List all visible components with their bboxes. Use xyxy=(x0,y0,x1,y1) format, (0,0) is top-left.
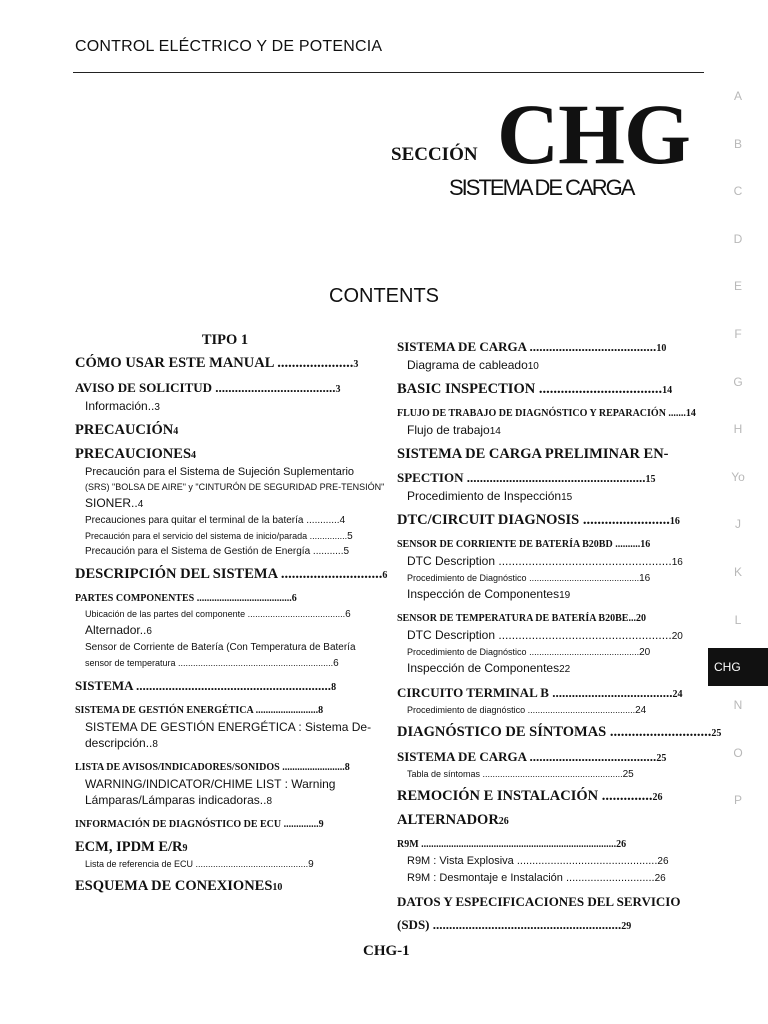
toc-entry-title: SISTEMA DE CARGA ....................................... xyxy=(397,339,657,354)
toc-entry-title: SISTEMA DE GESTIÓN ENERGÉTICA : Sistema De- xyxy=(85,720,372,734)
toc-entry-page: 16 xyxy=(640,539,651,550)
toc-entry[interactable] xyxy=(397,684,697,703)
tab-b[interactable]: B xyxy=(733,136,742,151)
toc-entry[interactable] xyxy=(397,916,697,935)
toc-entry-page: 4 xyxy=(137,499,144,510)
toc-entry-title: SISTEMA DE CARGA PRELIMINAR EN- xyxy=(397,446,669,462)
toc-entry[interactable] xyxy=(397,446,697,463)
toc-entry[interactable] xyxy=(75,480,385,495)
tab-o[interactable]: O xyxy=(733,745,743,760)
toc-entry-page: 10 xyxy=(527,361,539,372)
section-label: SECCIÓN xyxy=(391,144,478,165)
section-tabs xyxy=(708,86,768,838)
toc-entry-title: DTC Description .................................................... xyxy=(407,628,672,642)
toc-entry-title: Lista de referencia de ECU ............................................. xyxy=(85,859,309,869)
toc-entry[interactable] xyxy=(75,355,375,373)
tab-chg[interactable]: CHG xyxy=(708,648,768,686)
toc-entry[interactable] xyxy=(75,398,375,416)
toc-entry[interactable] xyxy=(75,464,375,480)
toc-entry-title: SISTEMA DE GESTIÓN ENERGÉTICA ......................... xyxy=(75,705,319,716)
toc-entry-title: R9M : Vista Explosiva .............................................. xyxy=(407,855,658,867)
toc-entry-title: SIONER.. xyxy=(85,496,138,510)
toc-entry-title: R9M .............................................................................. xyxy=(397,839,617,850)
toc-entry-title: R9M : Desmontaje e Instalación ............................. xyxy=(407,872,655,884)
toc-entry-page: 15 xyxy=(645,474,656,485)
toc-entry[interactable] xyxy=(75,566,388,584)
toc-entry-title: SENSOR DE TEMPERATURA DE BATERÍA B20BE... xyxy=(397,613,636,624)
toc-entry-title: SISTEMA DE CARGA ....................................... xyxy=(397,749,657,764)
toc-entry-title: Procedimiento de diagnóstico ........................................... xyxy=(407,705,636,715)
toc-entry[interactable] xyxy=(397,553,697,571)
toc-entry-title: DATOS Y ESPECIFICACIONES DEL SERVICIO xyxy=(397,894,681,909)
toc-entry-page: 14 xyxy=(662,385,673,396)
section-code: CHG xyxy=(497,86,690,182)
toc-entry-title: Precauciones para quitar el terminal de la batería ............ xyxy=(85,515,340,526)
toc-entry-title: SPECTION ....................................................... xyxy=(397,470,646,485)
toc-entry[interactable] xyxy=(397,724,722,742)
toc-entry-title: BASIC INSPECTION .................................. xyxy=(397,381,663,397)
toc-entry[interactable] xyxy=(75,544,375,560)
toc-entry-title: FLUJO DE TRABAJO DE DIAGNÓSTICO Y REPARACIÓN ....... xyxy=(397,408,686,419)
toc-right-column xyxy=(397,332,722,935)
toc-entry-page: 9 xyxy=(308,859,314,870)
toc-entry-page: 3 xyxy=(335,384,341,395)
toc-entry-page: 26 xyxy=(652,792,663,803)
toc-entry-page: 9 xyxy=(318,819,324,830)
toc-entry[interactable] xyxy=(397,853,697,870)
tab-a[interactable]: A xyxy=(733,89,742,103)
toc-entry-page: 14 xyxy=(685,408,696,419)
tab-d[interactable]: D xyxy=(733,231,743,246)
contents-title: CONTENTS xyxy=(329,285,439,307)
toc-entry-page: 3 xyxy=(154,402,160,413)
toc-entry-page: 16 xyxy=(669,516,680,527)
toc-entry-title: Precaución para el Sistema de Gestión de Energía ........... xyxy=(85,546,344,557)
tab-e[interactable]: E xyxy=(733,279,742,294)
toc-entry[interactable] xyxy=(397,405,697,422)
toc-entry[interactable] xyxy=(75,839,375,857)
toc-entry-page: 16 xyxy=(639,573,651,584)
toc-entry-page: 6 xyxy=(291,593,297,604)
toc-entry-page: 6 xyxy=(333,658,339,669)
toc-entry[interactable] xyxy=(75,622,375,640)
toc-entry[interactable] xyxy=(75,735,375,753)
tab-l[interactable]: L xyxy=(734,612,742,627)
toc-entry-title: SISTEMA ............................................................ xyxy=(75,678,332,693)
toc-entry-page: 3 xyxy=(353,359,359,370)
toc-entry-title: ALTERNADOR xyxy=(397,812,499,828)
tab-f[interactable]: F xyxy=(734,326,742,341)
toc-entry[interactable] xyxy=(75,776,375,792)
toc-entry-page: 24 xyxy=(672,689,683,700)
toc-entry-page: 8 xyxy=(152,739,158,750)
toc-entry-title: REMOCIÓN E INSTALACIÓN .............. xyxy=(397,788,653,804)
toc-entry-page: 6 xyxy=(146,626,152,637)
toc-entry-page: 25 xyxy=(622,769,634,780)
toc-entry[interactable] xyxy=(75,792,375,810)
toc-entry[interactable] xyxy=(75,816,375,833)
toc-entry-title: PRECAUCIÓN xyxy=(75,422,174,438)
section-subtitle: SISTEMA DE CARGA xyxy=(449,175,634,200)
page-number: CHG-1 xyxy=(363,943,410,959)
toc-entry-page: 25 xyxy=(711,728,722,739)
toc-entry-page: 6 xyxy=(345,609,351,620)
toc-entry[interactable] xyxy=(397,788,697,806)
tab-k[interactable]: K xyxy=(733,564,742,579)
toc-entry-title: Procedimiento de Inspección xyxy=(407,489,562,503)
toc-entry-title: descripción.. xyxy=(85,736,153,750)
toc-entry[interactable] xyxy=(397,422,697,440)
toc-entry-page: 8 xyxy=(266,796,272,807)
toc-entry-title: Procedimiento de Diagnóstico ............................................ xyxy=(407,647,640,657)
toc-entry-title: DTC Description .................................................... xyxy=(407,554,672,568)
toc-entry[interactable] xyxy=(397,512,697,530)
toc-entry-page: 8 xyxy=(318,705,324,716)
toc-entry[interactable] xyxy=(75,878,375,896)
toc-entry-title: Flujo de trabajo xyxy=(407,423,490,437)
toc-entry-title: Precaución para el Sistema de Sujeción Suplementario xyxy=(85,466,355,478)
toc-entry[interactable] xyxy=(75,677,375,696)
toc-entry[interactable] xyxy=(75,422,375,440)
header-title: CONTROL ELÉCTRICO Y DE POTENCIA xyxy=(75,38,383,55)
toc-entry[interactable] xyxy=(397,870,697,887)
toc-entry-title: PRECAUCIONES xyxy=(75,446,192,462)
toc-entry[interactable] xyxy=(397,338,697,357)
toc-entry-page: 10 xyxy=(656,343,667,354)
toc-entry-title: Precaución para el servicio del sistema de inicio/parada ............... xyxy=(85,531,348,541)
toc-entry-page: 15 xyxy=(561,492,573,503)
toc-entry[interactable] xyxy=(75,513,375,529)
toc-entry-page: 26 xyxy=(498,816,509,827)
toc-entry-page: 20 xyxy=(671,631,683,642)
toc-entry-title: PARTES COMPONENTES ...................................... xyxy=(75,593,292,604)
tab-n[interactable]: N xyxy=(733,698,743,713)
toc-entry-title: Procedimiento de Diagnóstico ............................................ xyxy=(407,573,640,583)
toc-entry[interactable] xyxy=(75,529,375,544)
toc-entry-page: 9 xyxy=(182,843,188,854)
toc-entry[interactable] xyxy=(397,748,697,767)
toc-entry-page: 26 xyxy=(657,856,669,867)
toc-entry-title: (SDS) .......................................................... xyxy=(397,917,622,932)
toc-entry-page: 4 xyxy=(173,426,179,437)
toc-entry-title: Tabla de síntomas ........................................................ xyxy=(407,769,623,779)
toc-entry-page: 24 xyxy=(635,705,647,716)
toc-entry-page: 8 xyxy=(344,762,350,773)
toc-entry-page: 26 xyxy=(654,873,666,884)
toc-entry-title: DIAGNÓSTICO DE SÍNTOMAS ............................ xyxy=(397,724,712,740)
toc-entry[interactable] xyxy=(75,495,375,513)
toc-entry[interactable] xyxy=(397,645,697,660)
toc-entry-title: Información.. xyxy=(85,399,155,413)
toc-entry[interactable] xyxy=(75,640,375,656)
toc-entry-page: 6 xyxy=(382,570,388,581)
toc-entry-title: Alternador.. xyxy=(85,623,147,637)
toc-entry[interactable] xyxy=(75,656,375,671)
tab-j[interactable]: J xyxy=(735,517,741,532)
toc-entry-title: Inspección de Componentes xyxy=(407,661,560,675)
toc-entry-title: Sensor de Corriente de Batería (Con Temperatura de Batería xyxy=(85,642,356,653)
toc-entry[interactable] xyxy=(397,627,697,645)
toc-entry-title: (SRS) "BOLSA DE AIRE" y "CINTURÓN DE SEGURIDAD PRE-TENSIÓN" xyxy=(85,482,385,492)
toc-entry[interactable] xyxy=(397,660,697,678)
toc-left-column xyxy=(75,332,388,896)
toc-entry[interactable] xyxy=(397,488,697,506)
toc-entry-title: DESCRIPCIÓN DEL SISTEMA ............................ xyxy=(75,566,383,582)
toc-entry-title: sensor de temperatura .............................................................. xyxy=(85,658,334,668)
toc-entry-page: 5 xyxy=(347,531,353,542)
toc-entry-title: WARNING/INDICATOR/CHIME LIST : Warning xyxy=(85,777,336,791)
tab-g[interactable]: G xyxy=(733,374,743,389)
toc-entry[interactable] xyxy=(75,857,375,872)
toc-entry-title: CÓMO USAR ESTE MANUAL ..................... xyxy=(75,355,354,371)
toc-entry[interactable] xyxy=(75,379,375,398)
toc-entry-title: INFORMACIÓN DE DIAGNÓSTICO DE ECU .............. xyxy=(75,819,319,830)
toc-entry[interactable] xyxy=(75,702,375,719)
toc-entry[interactable] xyxy=(397,767,697,782)
toc-entry-title: Lámparas/Lámparas indicadoras.. xyxy=(85,793,267,807)
toc-entry-page: 25 xyxy=(656,753,667,764)
toc-entry-page: 22 xyxy=(559,664,571,675)
tab-h[interactable]: H xyxy=(733,422,743,437)
toc-entry-page: 4 xyxy=(339,515,346,526)
toc-entry-title: Diagrama de cableado xyxy=(407,358,528,372)
toc-entry-page: 10 xyxy=(272,882,283,893)
toc-entry[interactable] xyxy=(397,610,697,627)
toc-entry-title: Inspección de Componentes xyxy=(407,587,560,601)
toc-entry[interactable] xyxy=(397,357,697,375)
toc-entry-page: 5 xyxy=(343,546,350,557)
toc-entry-page: 8 xyxy=(331,682,337,693)
toc-entry-page: 20 xyxy=(639,647,651,658)
tab-yo[interactable]: Yo xyxy=(731,469,745,484)
toc-entry-title: ECM, IPDM E/R xyxy=(75,839,183,855)
toc-entry[interactable] xyxy=(75,446,375,464)
toc-entry-title: AVISO DE SOLICITUD ..................................... xyxy=(75,380,336,395)
toc-entry-page: 4 xyxy=(191,450,197,461)
toc-entry-page: 29 xyxy=(621,921,632,932)
toc-entry[interactable] xyxy=(397,571,697,586)
header-rule xyxy=(73,72,704,73)
toc-entry[interactable] xyxy=(75,590,375,607)
toc-entry[interactable] xyxy=(75,332,375,349)
toc-entry-page: 26 xyxy=(616,839,627,850)
toc-entry[interactable] xyxy=(397,703,697,718)
toc-entry-page: 20 xyxy=(635,613,646,624)
toc-entry-title: Ubicación de las partes del componente ....................................... xyxy=(85,609,346,619)
toc-entry[interactable] xyxy=(75,719,375,735)
toc-entry[interactable] xyxy=(75,759,375,776)
tab-c[interactable]: C xyxy=(733,184,743,199)
toc-entry-title: LISTA DE AVISOS/INDICADORES/SONIDOS ......................... xyxy=(75,762,345,773)
toc-entry-page: 16 xyxy=(671,557,683,568)
toc-entry[interactable] xyxy=(397,536,697,553)
toc-entry[interactable] xyxy=(397,469,697,488)
toc-entry-title: ESQUEMA DE CONEXIONES xyxy=(75,878,273,894)
toc-entry-title: SENSOR DE CORRIENTE DE BATERÍA B20BD .......... xyxy=(397,539,641,550)
tab-p[interactable]: P xyxy=(733,793,742,808)
toc-entry[interactable] xyxy=(397,836,697,853)
toc-entry-title: DTC/CIRCUIT DIAGNOSIS ........................ xyxy=(397,512,670,528)
toc-entry[interactable] xyxy=(397,381,697,399)
toc-entry-page: 19 xyxy=(559,590,571,601)
toc-entry-page: 14 xyxy=(489,426,501,437)
toc-entry-title: CIRCUITO TERMINAL B ..................................... xyxy=(397,685,673,700)
toc-entry[interactable] xyxy=(397,893,697,910)
toc-entry[interactable] xyxy=(75,607,375,622)
toc-entry-title: TIPO 1 xyxy=(201,332,249,348)
toc-entry[interactable] xyxy=(397,812,697,830)
toc-entry[interactable] xyxy=(397,586,697,604)
